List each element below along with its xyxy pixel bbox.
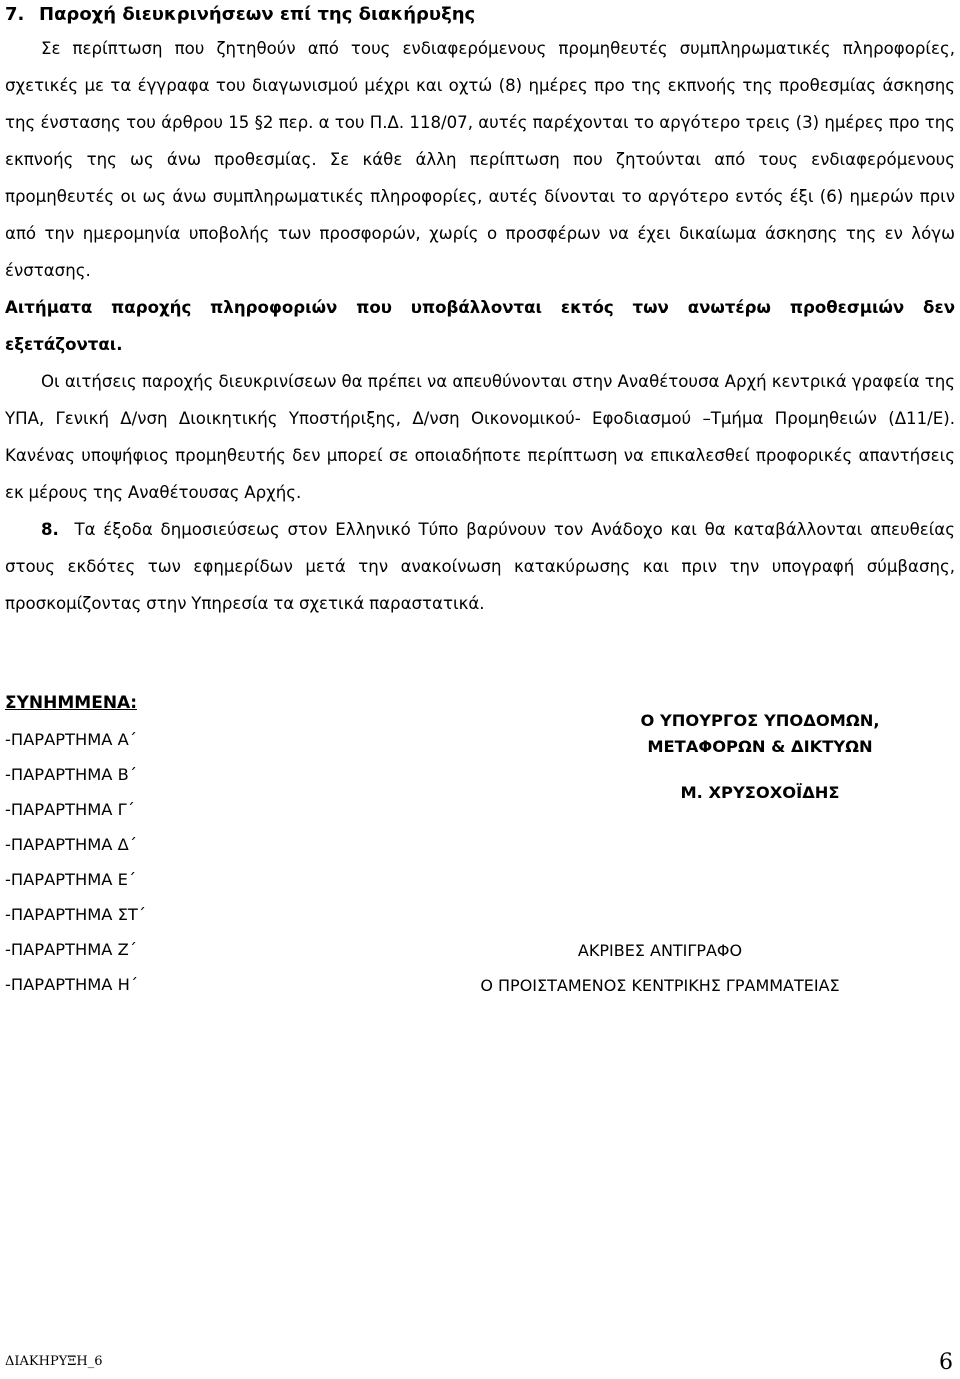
section-7-heading	[5, 0, 955, 30]
section-7-number: 7.	[5, 4, 25, 25]
attachment-item: -ΠΑΡΑΡΤΗΜΑ ΣΤ΄	[5, 905, 146, 924]
signer-title-line-2: ΜΕΤΑΦΟΡΩΝ & ΔΙΚΤΥΩΝ	[647, 737, 873, 756]
certifier-title: Ο ΠΡΟΙΣΤΑΜΕΝΟΣ ΚΕΝΤΡΙΚΗΣ ΓΡΑΜΜΑΤΕΙΑΣ	[480, 976, 840, 995]
page-number: 6	[939, 1350, 953, 1375]
section-8-paragraph	[5, 511, 955, 622]
attachment-item: -ΠΑΡΑΡΤΗΜΑ Ε΄	[5, 870, 137, 889]
signer-name: Μ. ΧΡΥΣΟΧΟΪΔΗΣ	[680, 783, 840, 802]
certified-copy-block	[440, 933, 960, 1003]
section-7-paragraph-3: Οι αιτήσεις παροχής διευκρινίσεων θα πρέπει να απευθύνονται στην Αναθέτουσα Αρχή κεντρικά γραφεία της ΥΠΑ, Γενική Δ/νση Διοικητικής Υποστήριξης, Δ/νση Οικονομικού- Εφοδιασμού –Τμήμα Προμηθειών (Δ11/Ε). Κανένας υποψήφιος προμηθευτής δεν μπορεί σε οποιαδήποτε περίπτωση να επικαλεσθεί προφορικές απαντήσεις εκ μέρους της Αναθέτουσας Αρχής.	[5, 372, 955, 502]
section-8-number: 8.	[41, 520, 59, 539]
signer-block	[580, 708, 940, 806]
document-body	[5, 0, 955, 622]
section-8-text: Τα έξοδα δημοσιεύσεως στον Ελληνικό Τύπο βαρύνουν τον Ανάδοχο και θα καταβάλλονται απευθείας στους εκδότες των εφημερίδων μετά την ανακοίνωση κατακύρωσης και πριν την υπογραφή σύμβασης, προσκομίζοντας στην Υπηρεσία τα σχετικά παραστατικά.	[5, 520, 955, 613]
section-7-title: Παροχή διευκρινήσεων επί της διακήρυξης	[39, 4, 476, 25]
attachments-list	[5, 688, 146, 1002]
signer-title-line-1: Ο ΥΠΟΥΡΓΟΣ ΥΠΟΔΟΜΩΝ,	[640, 711, 880, 730]
attachment-item: -ΠΑΡΑΡΤΗΜΑ Ζ΄	[5, 940, 137, 959]
attachment-item: -ΠΑΡΑΡΤΗΜΑ Α΄	[5, 730, 137, 749]
attachment-item: -ΠΑΡΑΡΤΗΜΑ Γ΄	[5, 800, 135, 819]
footer-document-id: ΔΙΑΚΗΡΥΞΗ_6	[5, 1354, 103, 1369]
attachment-item: -ΠΑΡΑΡΤΗΜΑ Δ΄	[5, 835, 137, 854]
attachment-item: -ΠΑΡΑΡΤΗΜΑ Η΄	[5, 975, 138, 994]
certified-copy-label: ΑΚΡΙΒΕΣ ΑΝΤΙΓΡΑΦΟ	[577, 941, 743, 960]
section-7-paragraph-2: Αιτήματα παροχής πληροφοριών που υποβάλλονται εκτός των ανωτέρω προθεσμιών δεν εξετάζονται.	[5, 298, 955, 354]
attachments-title: ΣΥΝΗΜΜΕΝΑ:	[5, 693, 138, 713]
section-7-paragraph-1: Σε περίπτωση που ζητηθούν από τους ενδιαφερόμενους προμηθευτές συμπληρωματικές πληροφορίες, σχετικές με τα έγγραφα του διαγωνισμού μέχρι και οχτώ (8) ημέρες προ της εκπνοής της προθεσμίας άσκησης της ένστασης του άρθρου 15 §2 περ. α του Π.Δ. 118/07, αυτές παρέχονται το αργότερο τρεις (3) ημέρες προ της εκπνοής της ως άνω προθεσμίας. Σε κάθε άλλη περίπτωση που ζητούνται από τους ενδιαφερόμενους προμηθευτές οι ως άνω συμπληρωματικές πληροφορίες, αυτές δίνονται το αργότερο εντός έξι (6) ημερών πριν από την ημερομηνία υποβολής των προσφορών, χωρίς ο προσφέρων να έχει δικαίωμα άσκησης της εν λόγω ένστασης.	[5, 39, 955, 280]
attachment-item: -ΠΑΡΑΡΤΗΜΑ Β΄	[5, 765, 137, 784]
